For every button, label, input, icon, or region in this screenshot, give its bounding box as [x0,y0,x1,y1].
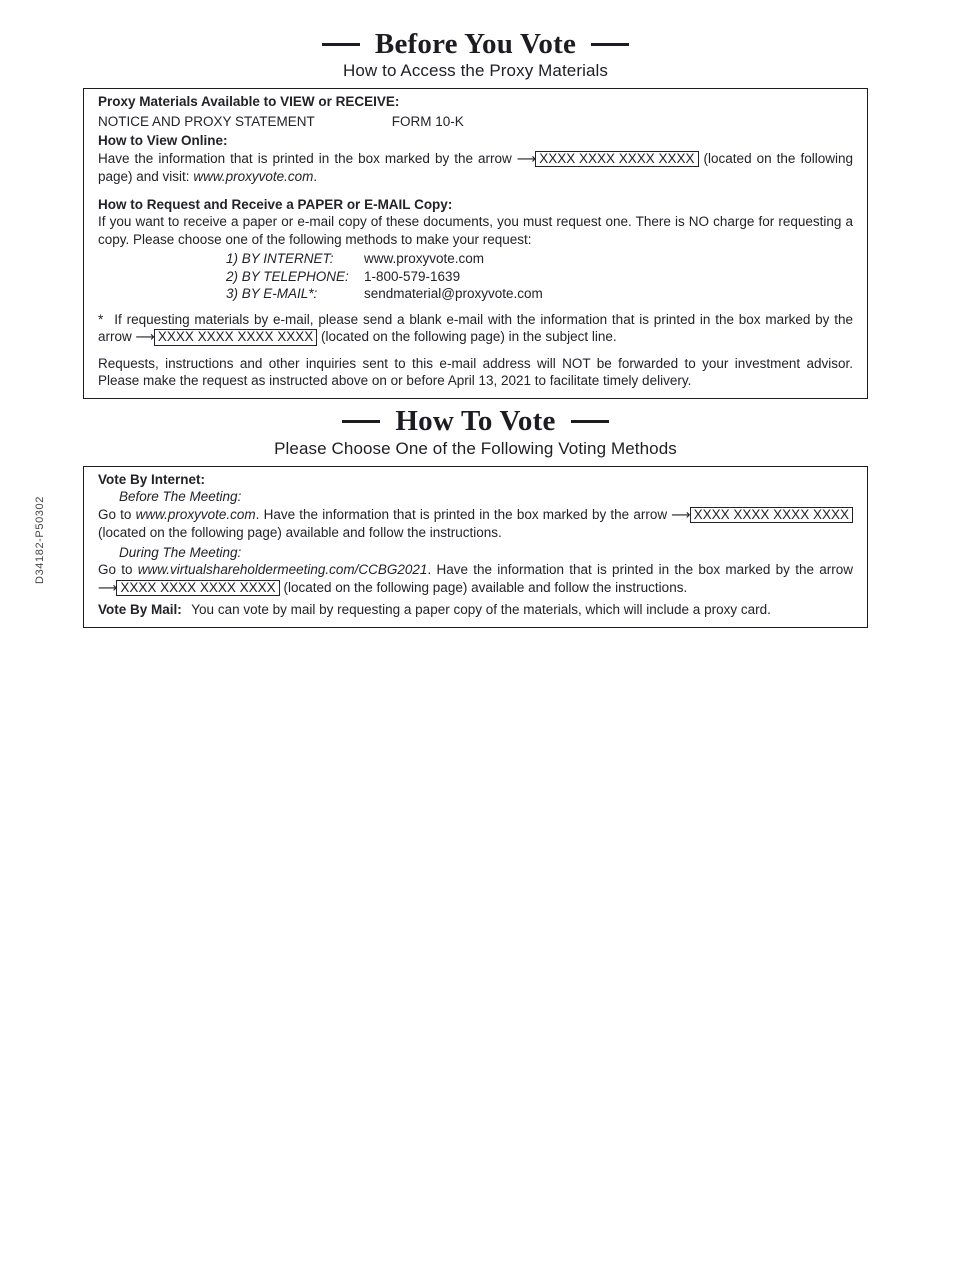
title-dash-rule [322,43,360,46]
paragraph-text: (located on the following page) and visit: [98,150,853,184]
control-number-box: XXXX XXXX XXXX XXXX [690,507,853,524]
during-meeting-label: During The Meeting: [119,544,242,560]
control-number-callout [671,507,853,522]
how-to-vote-header [83,406,868,438]
control-number-callout [98,580,280,595]
view-online-paragraph [98,150,853,186]
control-number-box: XXXX XXXX XXXX XXXX [154,329,317,346]
view-online-heading: How to View Online: [98,133,228,148]
method-row [226,250,853,268]
method-row [226,285,853,303]
title-dash-rule [591,43,629,46]
paragraph-text: Go to [98,562,133,577]
method-label: 1) BY INTERNET: [226,251,334,266]
page-title: Before You Vote [374,27,577,60]
before-meeting-paragraph [98,506,853,542]
section-subtitle: How to Access the Proxy Materials [342,61,608,80]
right-arrow-icon: ⟶ [671,506,690,523]
right-arrow-icon: ⟶ [516,150,536,167]
method-value: www.proxyvote.com [364,251,485,266]
url-text: www.proxyvote.com [193,169,314,184]
vote-by-mail-line [98,601,853,619]
vertical-control-code: D34182-P50302 [34,496,46,584]
page-title: How To Vote [395,405,556,437]
paragraph-text: Go to [98,506,132,522]
delivery-note-paragraph: Requests, instructions and other inquiries sent to this e-mail address will NOT be forwarded to your investment advisor. Please make the request as instructed above on or before April 13, 2021 to facilitate timely delivery. [98,355,853,388]
material-item: FORM 10-K [391,113,464,129]
footnote-marker: * [98,311,104,327]
paragraph-text: You can vote by mail by requesting a paper copy of the materials, which will include a proxy card. [191,602,771,617]
right-arrow-icon: ⟶ [135,329,154,345]
during-meeting-paragraph [98,561,853,597]
document-body [83,28,868,628]
paragraph-text: If requesting materials by e-mail, please send a blank e-mail with the information that is printed in the box marked by the arrow [98,311,853,344]
paragraph-text: (located on the following page) available and follow the instructions. [283,579,688,595]
method-value: 1-800-579-1639 [364,268,461,284]
paragraph-text: . Have the information that is printed in the box marked by the arrow [255,506,668,522]
material-item: NOTICE AND PROXY STATEMENT [98,113,315,129]
url-text: www.virtualshareholdermeeting.com/CCBG2021 [137,562,428,577]
email-footnote-paragraph [98,311,853,347]
method-label: 3) BY E-MAIL*: [226,286,318,301]
control-number-box: XXXX XXXX XXXX XXXX [116,580,279,597]
title-dash-rule [342,420,380,423]
paragraph-text: (located on the following page) in the subject line. [320,329,617,344]
vote-by-internet-heading: Vote By Internet: [98,471,206,487]
request-heading: How to Request and Receive a PAPER or E-MAIL Copy: [98,196,453,212]
method-value: sendmaterial@proxyvote.com [364,286,543,301]
control-number-callout [136,329,318,344]
section-subtitle: Please Choose One of the Following Voting Methods [274,438,677,458]
available-heading: Proxy Materials Available to VIEW or RECEIVE: [98,94,400,109]
paragraph-text: (located on the following page) available and follow the instructions. [98,525,502,540]
right-arrow-icon: ⟶ [98,579,117,596]
paragraph-text: . [313,169,318,184]
method-label: 2) BY TELEPHONE: [226,268,349,284]
vote-by-mail-heading: Vote By Mail: [98,602,182,617]
paragraph-text: . Have the information that is printed in the box marked by the arrow [427,562,853,577]
control-number-callout [517,151,699,166]
before-you-vote-header [83,28,868,60]
voting-methods-box [83,466,868,628]
request-methods-list [226,250,853,303]
paragraph-text: Have the information that is printed in the box marked by the arrow [98,150,512,166]
control-number-box: XXXX XXXX XXXX XXXX [535,151,698,168]
request-intro-paragraph: If you want to receive a paper or e-mail copy of these documents, you must request one. There is NO charge for requesting a copy. Please choose one of the following methods to make your request: [98,214,853,247]
method-row [226,268,853,286]
materials-list [98,113,853,131]
proxy-materials-instruction-box [83,88,868,399]
title-dash-rule [571,420,609,423]
before-meeting-label: Before The Meeting: [119,489,242,504]
url-text: www.proxyvote.com [135,506,256,522]
